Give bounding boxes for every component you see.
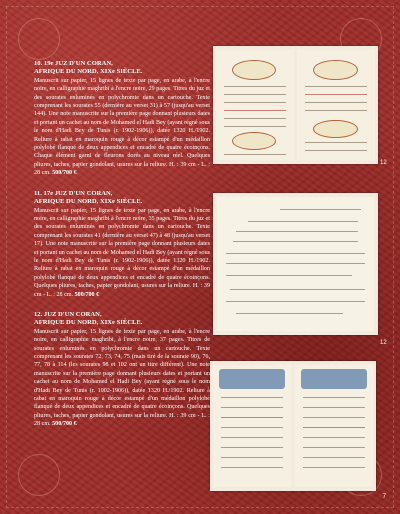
lot-estimate: 500/700 € <box>52 421 77 428</box>
lot-heading: 10. 19e JUZ D'UN CORAN, AFRIQUE DU NORD, XIXe SIÈCLE. <box>34 60 143 76</box>
illuminated-cartouche <box>232 60 277 80</box>
manuscript-page <box>216 50 294 160</box>
illuminated-headpiece <box>301 369 367 389</box>
image-lot-number: 12 <box>380 340 387 346</box>
illuminated-cartouche <box>313 60 358 80</box>
manuscript-page <box>297 50 375 160</box>
illuminated-cartouche <box>313 120 358 138</box>
illuminated-headpiece <box>219 369 285 389</box>
manuscript-photo <box>213 193 378 335</box>
manuscript-page <box>217 197 374 331</box>
corner-motif <box>18 454 60 496</box>
image-lot-number: 12 <box>380 160 387 166</box>
lot-descriptions <box>34 60 210 441</box>
illuminated-cartouche <box>232 132 277 150</box>
lot-estimate: 500/700 € <box>52 170 77 177</box>
manuscript-photo <box>210 361 376 491</box>
lot-entry <box>34 60 210 178</box>
page-number: 7 <box>382 494 386 500</box>
manuscript-photo <box>213 46 378 164</box>
manuscript-page <box>213 365 291 487</box>
lot-description: Manuscrit sur papier, 15 lignes de texte par page, en arabe, à l'encre noire, en calligraphie maghribi, à l'encre noire, 37 pages. Titres de sourates enluminés en polychromie dans un cartouche. Texte comprenant les sourates 72, 73, 74, 75 (mais tiré de la sourate 90), 76, 77, 78 à 114 (les sourates 98 et 102 ont un titre différent). Une note manuscrite sur la première page donnant plusieurs dates et portant un cachet au nom de Mohamed el Hadi Bey (ayant régné sous le nom d'Hadi Bey de Tunis (r. 1902-1906)), datée 1320 H./1902. Reliure à rabat en maroquin rouge à décor estampé d'un médaillon polylobé flanqué de deux appendices et encadré de quatre écoinçons. Quelques pliures, taches, papier gondolant, usures sur la reliure. H. : 39 cm - L. : 28 cm. 500/700 € <box>34 328 210 428</box>
lot-entry <box>34 311 210 429</box>
manuscript-page <box>295 365 373 487</box>
lot-heading: 11. 17e JUZ D'UN CORAN, AFRIQUE DU NORD, XIXe SIÈCLE. <box>34 189 143 206</box>
lot-heading: 12. JUZ D'UN CORAN, AFRIQUE DU NORD, XIXe SIÈCLE. <box>34 310 143 327</box>
lot-estimate: 500/700 € <box>74 291 100 298</box>
lot-description: Manuscrit sur papier, 15 lignes de texte par page, en arabe, à l'encre noire, en calligraphie maghribi à l'encre noire, 35 pages. Titres du juz et des sourates enluminés en polychromie dans un cartouche. Texte comprenant les sourates 41 (dernière au verset 47) à 48 (jusqu'au verset 17). Une note manuscrite sur la première page donnant plusieurs dates et portant un cachet au nom de Mohamed el Hadi Bey (ayant régné sous le nom d'Hadi Bey de Tunis (r. 1902-1906)), datée 1320 H./1902. Reliure à rabat en maroquin rouge à décor estampé d'un médaillon polylobé flanqué de deux appendices et encadré de quatre écoinçons. Quelques pliures, taches, papier gondolant, usures sur la reliure. H. : 39 cm - L. : 28 cm. 500/700 € <box>34 207 210 298</box>
corner-motif <box>18 18 60 60</box>
lot-entry <box>34 190 210 299</box>
lot-description: Manuscrit sur papier, 15 lignes de texte par page, en arabe, à l'encre noire, en calligraphie maghribi à l'encre noire, 29 pages. Titres du juz et des sourates enluminés en polychromie dans un cartouche. Texte comprenant les sourates 55 (dernière au verset 31) à 57 (jusqu'au verset 144). Une note manuscrite sur la première page donnant plusieurs dates et portant un cachet au nom de Mohamed el Hadi Bey (ayant régné sous le nom d'Hadi Bey de Tunis (r. 1902-1906)), datée 1320 H./1902. Reliure à rabat en maroquin rouge à décor estampé d'un médaillon polylobé flanqué de deux appendices et encadré de quatre écoinçons. Chaque élément garni de fleurons dorés au niveau réel. Quelques pliures, taches, papier gondolant, usures sur la reliure. H. : 39 cm - L. : 28 cm. 500/700 € <box>34 77 210 177</box>
